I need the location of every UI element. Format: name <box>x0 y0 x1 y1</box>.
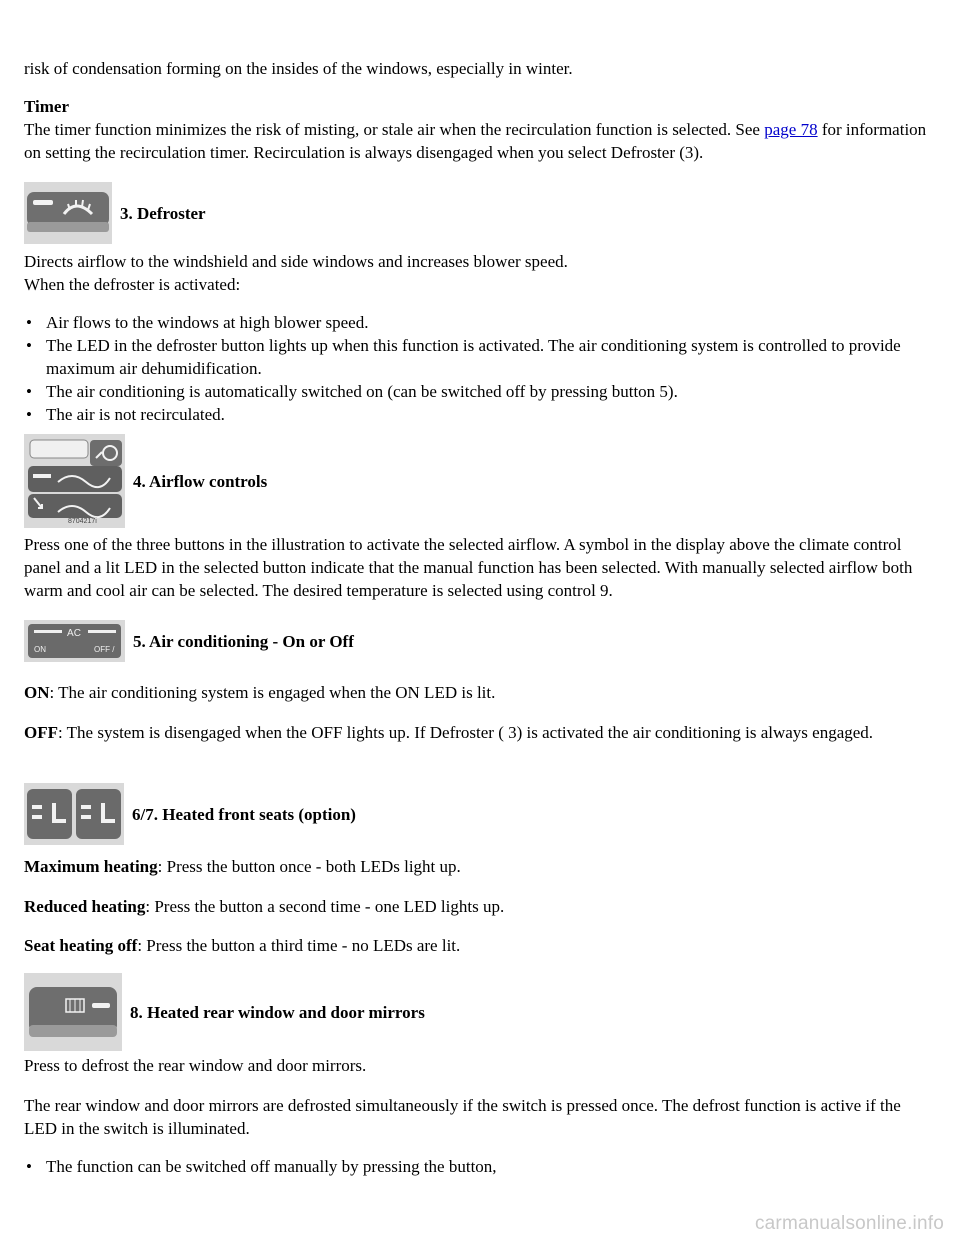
list-item: • The air is not recirculated. <box>24 403 936 426</box>
defroster-description: Directs airflow to the windshield and side windows and increases blower speed. <box>24 252 568 271</box>
seats-section-header <box>24 783 356 845</box>
rear-bullet-list <box>24 1155 936 1178</box>
seats-max-paragraph: Maximum heating: Press the button once - both LEDs light up. <box>24 857 461 876</box>
defroster-activated-intro: When the defroster is activated: <box>24 275 241 294</box>
watermark-text: carmanualsonline.info <box>754 1213 944 1234</box>
timer-heading: Timer <box>24 97 70 116</box>
rear-section-header <box>24 973 425 1051</box>
svg-text:AC: AC <box>67 628 81 639</box>
airflow-controls-icon <box>24 434 125 528</box>
defroster-title: 3. Defroster <box>120 203 206 223</box>
rear-defrost-button-icon <box>24 973 122 1051</box>
ac-section-header <box>24 620 354 662</box>
list-item: • The function can be switched off manually by pressing the button, <box>24 1155 936 1178</box>
ac-title: 5. Air conditioning - On or Off <box>133 631 354 651</box>
ac-button-icon <box>24 620 125 662</box>
rear-title: 8. Heated rear window and door mirrors <box>130 1002 425 1022</box>
airflow-figure-code: 8704217i <box>68 518 97 525</box>
defroster-bullet-list <box>24 311 936 426</box>
defroster-section-header <box>24 182 206 244</box>
ac-on-paragraph: ON: The air conditioning system is engaged when the ON LED is lit. <box>24 683 496 702</box>
ac-off-paragraph: OFF: The system is disengaged when the OFF lights up. If Defroster ( 3) is activated the air conditioning is always engaged. <box>24 723 874 742</box>
intro-paragraph: risk of condensation forming on the insides of the windows, especially in winter. <box>24 59 573 78</box>
list-item: • The air conditioning is automatically switched on (can be switched off by pressing button 5). <box>24 380 936 403</box>
svg-text:OFF /: OFF / <box>94 645 115 654</box>
seats-off-paragraph: Seat heating off: Press the button a third time - no LEDs are lit. <box>24 936 461 955</box>
airflow-section-header <box>24 434 267 528</box>
svg-text:ON: ON <box>34 645 46 654</box>
defroster-button-icon <box>24 182 112 244</box>
rear-description: Press to defrost the rear window and door mirrors. <box>24 1056 367 1075</box>
timer-paragraph: The timer function minimizes the risk of misting, or stale air when the recirculation function is selected. See page 78 for information on setting the recirculation timer. Recirculation is always disengaged when you select Defroster (3). <box>24 120 927 162</box>
list-item: • The LED in the defroster button lights up when this function is activated. The air conditioning system is controlled to provide maximum air dehumidification. <box>24 334 936 380</box>
seats-title: 6/7. Heated front seats (option) <box>132 804 356 824</box>
page-78-link[interactable]: page 78 <box>764 120 818 139</box>
rear-detail-paragraph: The rear window and door mirrors are defrosted simultaneously if the switch is pressed once. The defrost function is active if the LED in the switch is illuminated. <box>24 1096 901 1138</box>
seats-reduced-paragraph: Reduced heating: Press the button a second time - one LED lights up. <box>24 897 505 916</box>
airflow-description: Press one of the three buttons in the illustration to activate the selected airflow. A symbol in the display above the climate control panel and a lit LED in the selected button indicate that the manual function has been selected. With manually selected airflow both warm and cool air can be selected. The desired temperature is selected using control 9. <box>24 535 913 600</box>
airflow-title: 4. Airflow controls <box>133 471 268 491</box>
list-item: • Air flows to the windows at high blower speed. <box>24 311 936 334</box>
heated-seat-buttons-icon <box>24 783 124 845</box>
